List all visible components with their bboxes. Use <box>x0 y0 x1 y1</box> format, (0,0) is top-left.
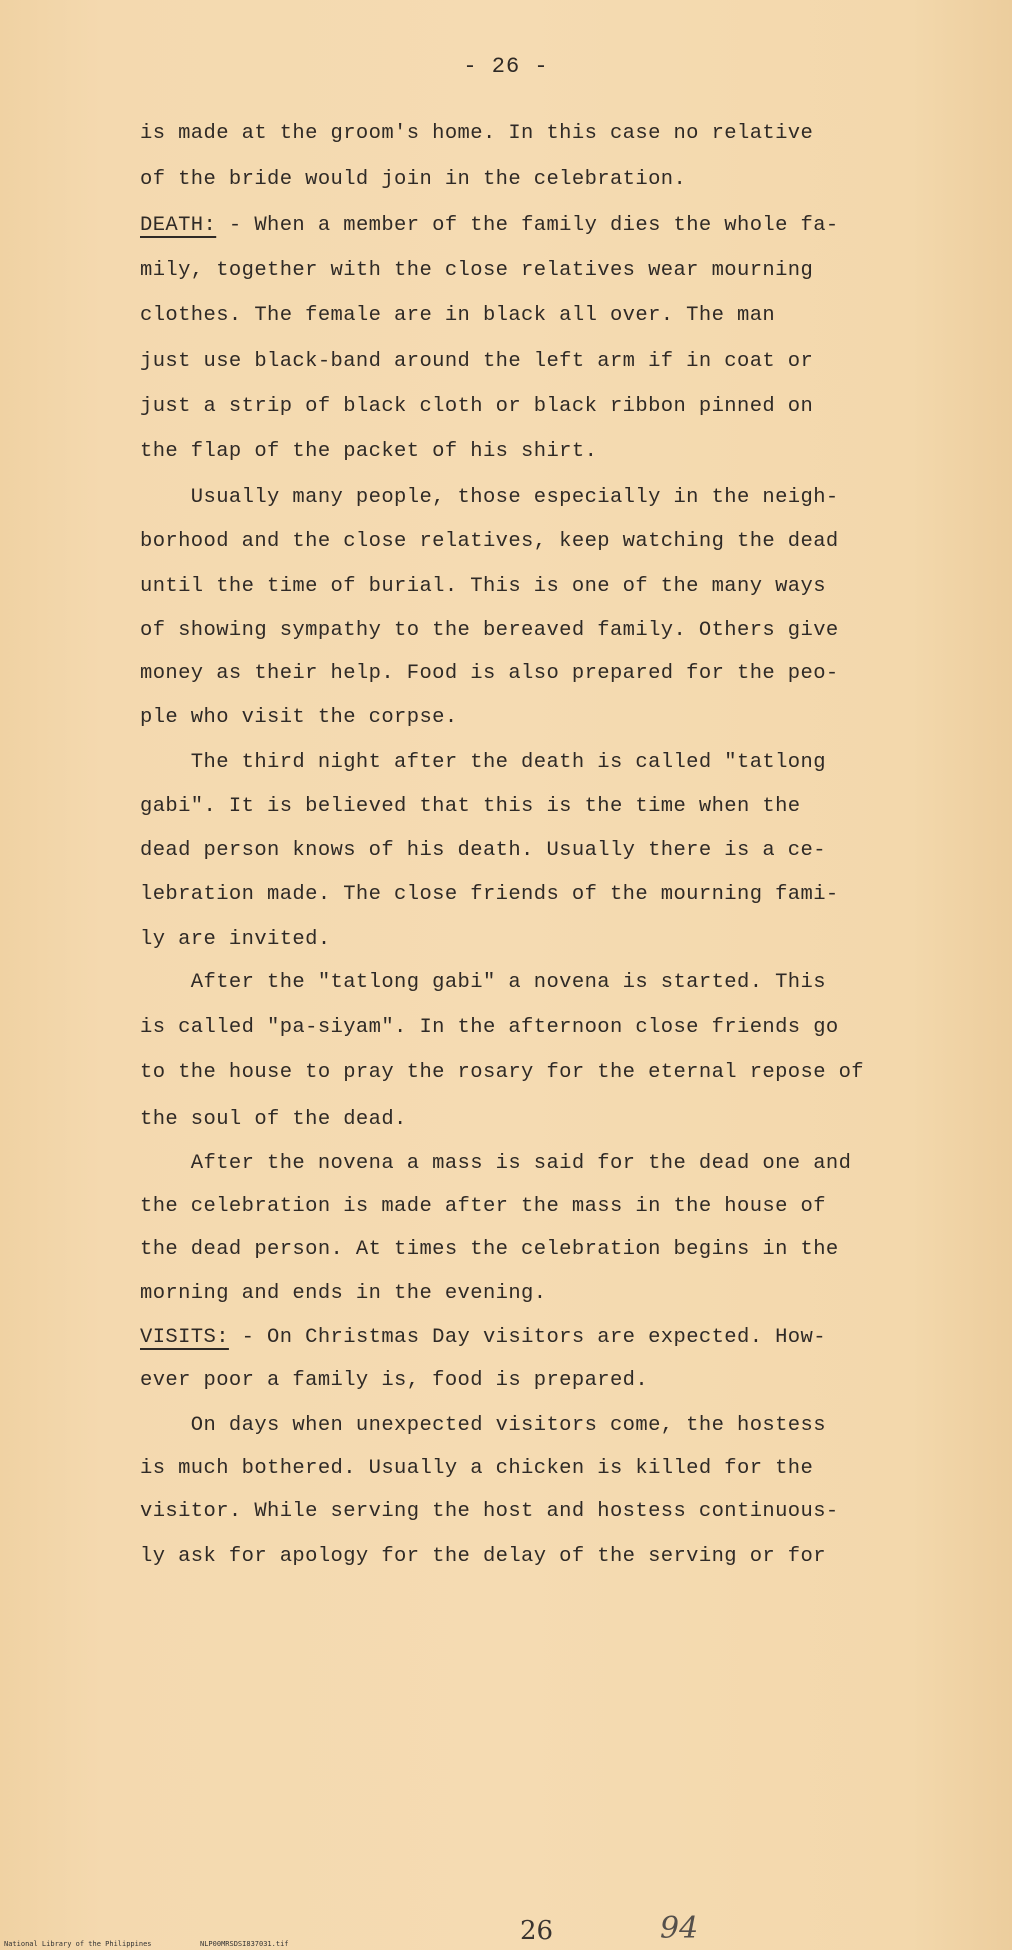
text-line <box>140 1238 839 1261</box>
text-line <box>140 1016 839 1039</box>
line-text: the dead person. At times the celebration begins in the <box>140 1238 839 1261</box>
text-line <box>140 259 813 282</box>
text-line <box>140 1152 851 1175</box>
text-line <box>140 1108 407 1131</box>
line-text: gabi". It is believed that this is the time when the <box>140 795 801 818</box>
line-text: visitor. While serving the host and hostess continuous- <box>140 1500 839 1523</box>
line-text: ly ask for apology for the delay of the serving or for <box>140 1545 826 1568</box>
line-text: clothes. The female are in black all over. The man <box>140 304 776 327</box>
text-line <box>140 1061 864 1084</box>
text-line <box>140 575 826 598</box>
text-line <box>140 440 597 463</box>
text-line <box>140 619 839 642</box>
text-line <box>140 1414 826 1437</box>
section-heading: DEATH: <box>140 214 217 237</box>
text-line <box>140 1282 546 1305</box>
text-line <box>140 751 826 774</box>
text-line <box>140 530 839 553</box>
line-text: is much bothered. Usually a chicken is killed for the <box>140 1457 814 1480</box>
text-line <box>140 1457 813 1480</box>
line-text: just a strip of black cloth or black ribbon pinned on <box>140 395 814 418</box>
line-text: - On Christmas Day visitors are expected. How- <box>228 1326 826 1349</box>
line-text: lebration made. The close friends of the mourning fami- <box>140 883 839 906</box>
line-text: On days when unexpected visitors come, the hostess <box>140 1414 826 1437</box>
line-text: After the "tatlong gabi" a novena is started. This <box>140 971 826 994</box>
line-text: ever poor a family is, food is prepared. <box>140 1369 649 1392</box>
line-text: of the bride would join in the celebration. <box>140 168 687 191</box>
line-text: of showing sympathy to the bereaved family. Others give <box>140 619 839 642</box>
line-text: ple who visit the corpse. <box>140 706 458 729</box>
file-identifier: NLP00MRSDSI837031.tif <box>200 1940 289 1948</box>
line-text: the celebration is made after the mass in the house of <box>140 1195 826 1218</box>
text-line <box>140 122 813 145</box>
text-line <box>140 795 801 818</box>
text-line <box>140 214 839 237</box>
text-line <box>140 486 839 509</box>
line-text: The third night after the death is called "tatlong <box>140 751 826 774</box>
page-number: - 26 - <box>463 54 549 79</box>
text-line <box>140 971 826 994</box>
line-text: the soul of the dead. <box>140 1108 407 1131</box>
line-text: money as their help. Food is also prepared for the peo- <box>140 662 839 685</box>
text-line <box>140 395 813 418</box>
text-line <box>140 1195 826 1218</box>
line-text: After the novena a mass is said for the dead one and <box>140 1152 852 1175</box>
handwritten-page-number: 26 <box>520 1916 554 1946</box>
section-heading: VISITS: <box>140 1326 229 1349</box>
line-text: to the house to pray the rosary for the eternal repose of <box>140 1061 865 1084</box>
library-credit: National Library of the Philippines <box>4 1940 152 1948</box>
text-line <box>140 928 331 951</box>
text-line <box>140 662 839 685</box>
text-line <box>140 883 839 906</box>
text-line <box>140 1369 648 1392</box>
handwritten-mark: 94 <box>660 1911 699 1946</box>
line-text: - When a member of the family dies the whole fa- <box>216 214 839 237</box>
line-text: the flap of the packet of his shirt. <box>140 440 598 463</box>
line-text: ly are invited. <box>140 928 331 951</box>
text-line <box>140 1500 839 1523</box>
line-text: just use black-band around the left arm if in coat or <box>140 350 814 373</box>
text-line <box>140 839 826 862</box>
line-text: mily, together with the close relatives wear mourning <box>140 259 814 282</box>
line-text: until the time of burial. This is one of the many ways <box>140 575 826 598</box>
line-text: Usually many people, those especially in the neigh- <box>140 486 839 509</box>
text-line <box>140 168 686 191</box>
text-line <box>140 1545 826 1568</box>
line-text: dead person knows of his death. Usually there is a ce- <box>140 839 826 862</box>
text-line <box>140 304 775 327</box>
text-line <box>140 706 458 729</box>
text-line <box>140 1326 826 1349</box>
text-line <box>140 350 813 373</box>
line-text: borhood and the close relatives, keep watching the dead <box>140 530 839 553</box>
line-text: morning and ends in the evening. <box>140 1282 547 1305</box>
line-text: is made at the groom's home. In this case no relative <box>140 122 814 145</box>
line-text: is called "pa-siyam". In the afternoon close friends go <box>140 1016 839 1039</box>
